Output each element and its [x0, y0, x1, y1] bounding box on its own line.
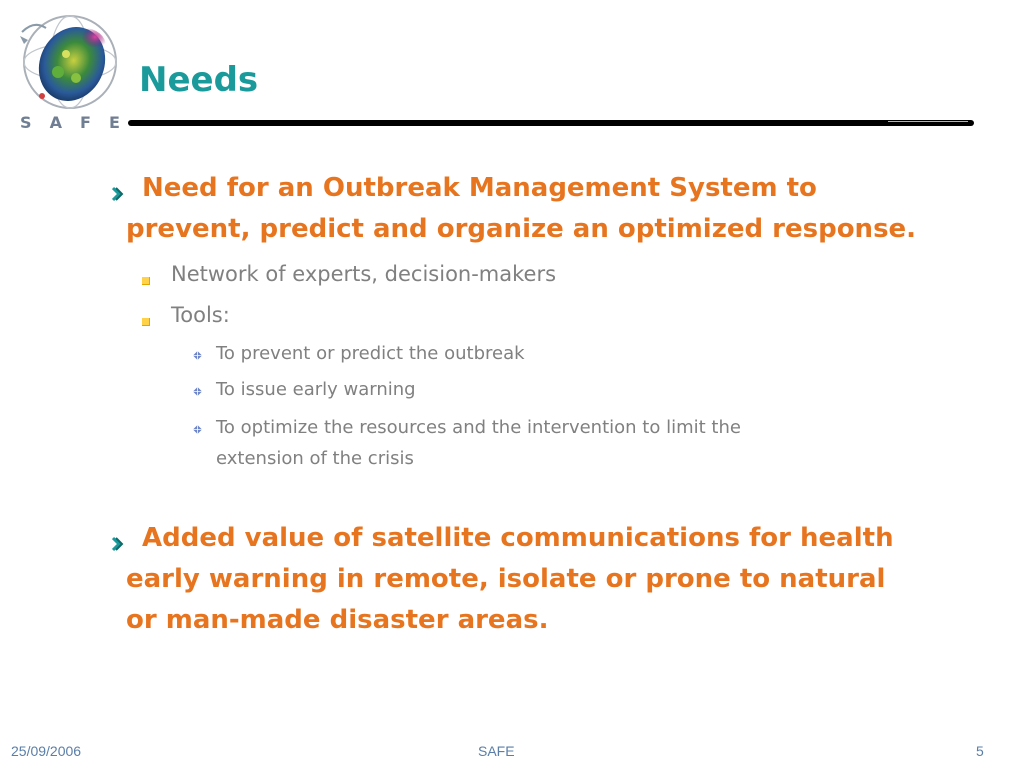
footer-title: SAFE [478, 743, 515, 759]
main-bullet-line: early warning in remote, isolate or prone to natural [126, 564, 886, 594]
sub-bullet-tools: Tools: [171, 303, 230, 327]
logo-letter: E [109, 113, 120, 132]
slide-title: Needs [139, 60, 259, 100]
chevron-bullet-icon [112, 536, 124, 552]
sub-bullet-network: Network of experts, decision-makers [171, 262, 557, 286]
logo-letter: F [80, 113, 91, 132]
main-bullet-line: Need for an Outbreak Management System to [142, 173, 817, 203]
tool-item: To issue early warning [216, 379, 416, 400]
logo-letter: S [20, 113, 32, 132]
diamond-bullet-icon [193, 351, 202, 360]
page-number: 5 [976, 743, 984, 759]
tool-item [216, 412, 916, 474]
tool-item-line: extension of the crisis [216, 448, 414, 469]
main-bullet-line: Added value of satellite communications for health [142, 523, 894, 553]
square-bullet-icon [142, 277, 150, 285]
main-bullet-line: prevent, predict and organize an optimized response. [126, 214, 917, 244]
diamond-bullet-icon [193, 387, 202, 396]
main-bullet-oms [126, 168, 996, 250]
main-bullet-line: or man-made disaster areas. [126, 605, 549, 635]
tool-item-line: To optimize the resources and the intervention to limit the [216, 417, 741, 438]
logo-letter: A [49, 113, 62, 132]
tool-item: To prevent or predict the outbreak [216, 343, 525, 364]
square-bullet-icon [142, 318, 150, 326]
chevron-bullet-icon [112, 186, 124, 202]
diamond-bullet-icon [193, 425, 202, 434]
main-bullet-satellite [126, 518, 996, 641]
footer-date: 25/09/2006 [11, 743, 82, 759]
